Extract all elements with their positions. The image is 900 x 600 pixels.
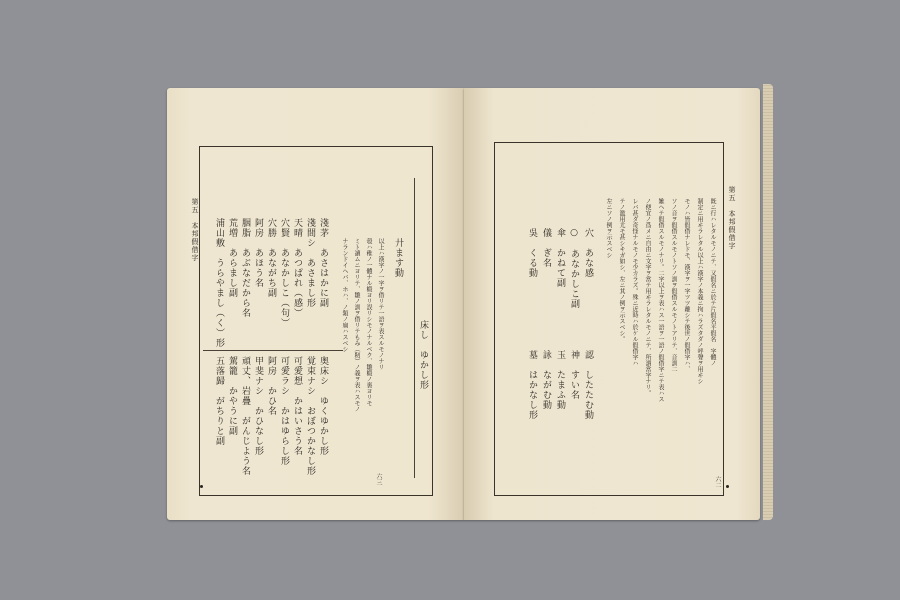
left-lower-entry: 覚束ナシ おぼつかなし形 (305, 356, 315, 476)
left-page (167, 88, 464, 520)
right-paragraph-line-6: ノ便宜ノ爲メニ自由ニ文字ヲ當テ用ヰラレタルモノニテ、所謂當字ナリ。 (644, 198, 651, 396)
open-book (167, 82, 765, 527)
right-paragraph-line-5: 雑ヘテ假借スルモノナリ。二字以上ヲ表ハス一語ヲ一語ノ假借字ニテ表ハス (657, 198, 664, 402)
left-section-divider (203, 350, 343, 351)
right-group2-entry: 認 したたむ動 (583, 350, 593, 420)
right-group1-entry: ○ あなかしこ副 (569, 228, 579, 309)
left-lower-entry: 可愛ラシ かはゆらし形 (279, 356, 289, 466)
left-upper-entry: 穴賢 あなかしこ（句） (279, 218, 289, 328)
right-group2-entry: 詠 ながむ動 (541, 350, 551, 410)
left-upper-entry: 阿房 あほう名 (253, 218, 263, 288)
left-lower-entry: 五落歸 がちりと副 (214, 356, 224, 446)
left-page-number: 六三 (375, 473, 382, 485)
left-lower-entry: 可愛想 かはいさう名 (292, 356, 302, 456)
left-lower-entry: 駕籠 かやうに副 (227, 356, 237, 436)
right-group1-entry: 傘 かねて副 (555, 228, 565, 288)
left-corner-mark (200, 485, 203, 488)
left-section-line-3: ミト讀ムニヨリテ、雛ノ訓ヲ借リテもみ（籾）ノ義ヲ表ハスモノ (353, 238, 360, 412)
right-corner-mark (726, 485, 729, 488)
right-group1-title: 穴 あな感 (583, 228, 593, 278)
left-text-frame (199, 146, 433, 496)
right-page (464, 88, 760, 520)
left-running-header: 第五 本邦假借字 (191, 198, 199, 262)
right-group2-entry: 神 すい名 (569, 350, 579, 400)
left-upper-entry: 穴勝 あながち副 (266, 218, 276, 298)
page-edges (763, 84, 773, 520)
left-upper-entry: 淺間シ あさまし形 (305, 218, 315, 308)
right-paragraph-line-3: モノハ皆假借ナレドモ、漢字ヲ一字ツツ離シテ後世ノ假借字ハ、 (683, 198, 690, 372)
right-paragraph-line-8: テノ濫用尤モ甚シキガ如シ、左ニ其ノ例ヲ示スベシ。 (618, 198, 625, 342)
left-upper-entry: 荒増 あらまし副 (227, 218, 237, 298)
left-section-line-2: 彀ハ稚ノ一體ナル椴ヨリ誤リシモノナルベク、雛椴ノ裏ヨリモ (365, 238, 372, 406)
left-upper-entry: 淺茅 あさはかに副 (318, 218, 328, 308)
left-section-title: 廾ます動 (393, 238, 403, 278)
left-lower-entry: 奥床シ ゆくゆかし形 (318, 356, 328, 456)
right-group1-entry: 吳 くる動 (527, 228, 537, 278)
left-upper-entry: 浦山敷 うらやまし（く）形 (214, 218, 224, 348)
left-section-line-4: ナランドイヘバ、ホハ、ノ類ノ扁ハスベシ (341, 238, 348, 352)
right-paragraph-line-1: 既ニ行ハレタルモノニテ、又假名ニ於テ片假名平假名 字體ノ (709, 198, 716, 366)
right-paragraph-line-4: ソノ音ヲ假借スルモノトソノ訓ヲ假借スルモノトアリテ、音訓二 (670, 198, 677, 372)
left-lower-entry: 頑丈、岩疊 がんじよう名 (240, 356, 250, 476)
left-sub-title: 床し ゆかし形 (418, 320, 428, 390)
right-paragraph-line-9: 左ニソノ例ヲ示スベシ (605, 198, 612, 258)
left-lower-entry: 甲斐ナシ かひなし形 (253, 356, 263, 456)
left-section-line-1: 以上ハ漢字ノ一字ヲ借リテ一語ヲ表スルモノナリ (377, 238, 384, 370)
right-group1-entry: 儀 ぎ名 (541, 228, 551, 268)
left-upper-entry: 胭脂 あぶなだから名 (240, 218, 250, 318)
left-column-rule (414, 178, 415, 478)
left-lower-entry: 阿房 かひ名 (266, 356, 276, 416)
right-page-number: 六二 (714, 476, 721, 488)
right-running-header: 第五 本邦假借字 (728, 186, 736, 250)
right-paragraph-line-2: 制定ニ用ヰラレタル以上ハ漢字ノ本義ニ拘ハラズタダノ呼聲ヲ用ヰシ (696, 198, 703, 384)
right-group2-entry: 墓 はかなし形 (527, 350, 537, 420)
right-group2-entry: 玉 たまふ動 (555, 350, 565, 410)
left-upper-entry: 天晴 あつぱれ（感） (292, 218, 302, 318)
right-paragraph-line-7: レバ甚ダ奇怪ナルモノモ少カラズ。殊ニ近時ハ於ケル假借字ハ (631, 198, 638, 366)
